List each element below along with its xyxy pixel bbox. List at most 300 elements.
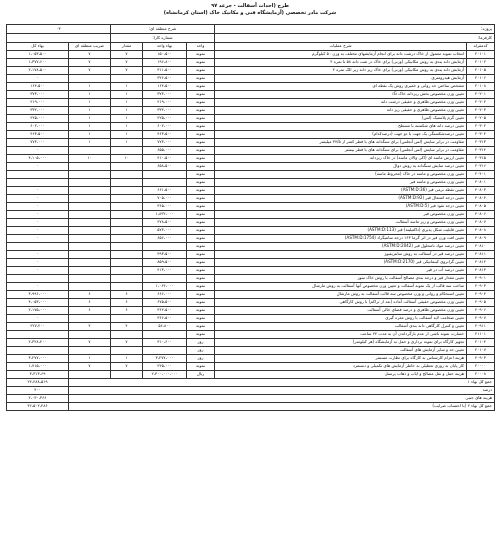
row-description: تعیین درجه نفوذ قیر (ASTM:D:5) — [215, 203, 467, 211]
table-cell — [111, 315, 143, 323]
table-row — [7, 347, 495, 355]
row-description: تعیین درصد مواد نامحلول قیر (ASTM:D:2042) — [215, 243, 467, 251]
row-description: مقاومت در برابر سایش (لس آنجلس) برای سنگدانه های با قطر بیشتر — [215, 147, 467, 155]
table-cell: روز — [187, 355, 215, 363]
table-cell: ۱،۰۶۴،۰۰۰ — [143, 283, 187, 291]
row-description: تعیین وزن مخصوص قیر — [215, 211, 467, 219]
table-row — [7, 67, 495, 75]
row-description: تعیین نقطه نرمی قیر (ASTM:D:36) — [215, 187, 467, 195]
table-cell: ۰ — [7, 75, 69, 83]
table-cell: نمونه — [187, 115, 215, 123]
table-cell: ۱ — [111, 131, 143, 139]
table-cell: ۵۷۳،۰۰۰ — [143, 227, 187, 235]
table-row — [7, 155, 495, 163]
table-cell: ۳۶۲،۵۰۰ — [143, 307, 187, 315]
table-row — [7, 235, 495, 243]
table-cell: ۷ — [111, 59, 143, 67]
table-cell — [111, 243, 143, 251]
row-description: تعیین وزن مخصوص و ریز ماسه آسفالت — [215, 219, 467, 227]
table-cell — [7, 347, 69, 355]
price-table — [6, 24, 495, 411]
table-cell: ۲۰۸۰۳ — [467, 187, 495, 195]
table-cell — [69, 163, 111, 171]
summary-row — [7, 395, 495, 403]
table-cell: نمونه — [187, 107, 215, 115]
table-cell: ۲۰۸۱۲ — [467, 259, 495, 267]
table-cell: ۶ — [69, 307, 111, 315]
table-cell: ۳۳۲،۰۰۰ — [143, 107, 187, 115]
table-cell: ۲۰۱۰۱ — [467, 51, 495, 59]
table-row — [7, 227, 495, 235]
summary-value: ۲۴،۲۸۸،۵۱۹ — [7, 379, 69, 387]
summary-value: ۳۶،۵۰۲،۴۸۶ — [7, 403, 69, 411]
table-cell: نمونه — [187, 243, 215, 251]
table-cell: نمونه — [187, 131, 215, 139]
table-cell — [7, 171, 69, 179]
row-description: تعیین درصد قیر در آسفالت به روش سانتریفیوژ — [215, 251, 467, 259]
table-cell — [69, 275, 111, 283]
table-cell: نمونه — [187, 275, 215, 283]
table-cell: ۲۰۹۰۳ — [467, 283, 495, 291]
table-row — [7, 131, 495, 139]
table-cell: ۲۰۹۱۱ — [467, 323, 495, 331]
table-cell: ۱ — [69, 123, 111, 131]
table-cell: ۲۰۸۱۳ — [467, 267, 495, 275]
table-cell: ۱ — [111, 139, 143, 147]
table-row — [7, 83, 495, 91]
row-description: تعیین وزن مخصوص ظاهری و حقیقی ریز دانه — [215, 107, 467, 115]
table-cell: ۴،۰۵۳،۰۰۰ — [7, 299, 69, 307]
table-cell — [69, 227, 111, 235]
table-cell: ۴ — [111, 323, 143, 331]
row-description: تعیین وزن مخصوص و ماسه در خاک (مخروط ماسه) — [215, 171, 467, 179]
table-cell: نمونه — [187, 187, 215, 195]
table-cell: ۰ — [7, 259, 69, 267]
table-cell: ۲۷۸،۵۰۰ — [143, 219, 187, 227]
table-cell: ۷ — [69, 363, 111, 371]
table-cell: ۳،۹۹۶،۰۰۰ — [7, 291, 69, 299]
table-cell: ۲۰۸۰۱ — [467, 179, 495, 187]
table-row — [7, 339, 495, 347]
table-cell — [69, 187, 111, 195]
table-cell: ۲۰۴۰۱ — [467, 171, 495, 179]
table-cell: نمونه — [187, 283, 215, 291]
table-cell: ۲۲۵،۰۰۰ — [7, 115, 69, 123]
table-cell: ۳۶۵،۰۰۰ — [143, 203, 187, 211]
table-cell — [111, 371, 143, 379]
table-row — [7, 251, 495, 259]
table-cell: نمونه — [187, 75, 215, 83]
table-cell: ۶ — [111, 291, 143, 299]
table-cell: نمونه — [187, 299, 215, 307]
table-cell: ۷ — [69, 67, 111, 75]
table-cell — [111, 211, 143, 219]
table-cell: ۱ — [111, 107, 143, 115]
table-cell: ۲۰۳۱۵ — [467, 155, 495, 163]
row-description: مقاومت در برابر سایش (لس آنجلس) برای سنگدانه های با قطر کمتر از ۳۷/۵ میلیمتر — [215, 139, 467, 147]
table-cell: نمونه — [187, 99, 215, 107]
row-description: تعیین گرانروی کینماتیکی قیر (ASTM:D:2170) — [215, 259, 467, 267]
table-row — [7, 75, 495, 83]
table-row — [7, 355, 495, 363]
table-cell: ۱ — [69, 355, 111, 363]
table-cell: ۱،۳۷۷،۶۰۰ — [7, 59, 69, 67]
table-cell — [69, 283, 111, 291]
row-description: تعیین وزن مخصوص بخش ریزدانه خاک G٪ — [215, 91, 467, 99]
table-cell — [69, 211, 111, 219]
table-cell: ۲۰۸۰۹ — [467, 235, 495, 243]
table-cell: ۶۶۶،۰۰۰ — [143, 291, 187, 299]
row-description: تعیین و کنترل کارگاهی دانه بندی آسفالت — [215, 323, 467, 331]
table-cell — [111, 251, 143, 259]
table-cell: نمونه — [187, 139, 215, 147]
table-cell — [69, 371, 111, 379]
table-cell — [69, 195, 111, 203]
table-cell — [111, 187, 143, 195]
table-cell: ۱ — [69, 91, 111, 99]
row-description: تعیین استحکام و روانی و وزن مخصوص سه قالب آسفالت به روش مارشال — [215, 291, 467, 299]
table-cell: ۲۱۹،۰۰۰ — [7, 99, 69, 107]
table-cell — [69, 171, 111, 179]
table-row — [7, 267, 495, 275]
table-cell: ۳۷۳،۰۰۰ — [7, 91, 69, 99]
table-cell: ۱ — [111, 99, 143, 107]
table-row — [7, 195, 495, 203]
row-description: تعیین وزن مخصوص حقیقی آسفالت آماده (بعد از تراکم) با روش کارگاهی — [215, 299, 467, 307]
table-cell: ۰ — [7, 315, 69, 323]
table-cell: ۴ — [69, 323, 111, 331]
document-title: طرح (احداث آسفالت - جرعد ۹۷ — [211, 3, 289, 9]
table-cell: ۱۰ — [111, 155, 143, 163]
row-description: تعیین ضخامت لایه آسفالت با روش مغزه گیری — [215, 315, 467, 323]
table-cell — [111, 203, 143, 211]
table-cell: ۶ — [69, 299, 111, 307]
table-cell: ۲۰۱۰۶ — [467, 75, 495, 83]
row-description: تعیین درصد آب در قیر — [215, 267, 467, 275]
table-cell — [7, 275, 69, 283]
summary-label: هزینه های جنبی — [69, 395, 495, 403]
table-cell: ۲۰۰۰۰ — [467, 363, 495, 371]
number-value — [7, 34, 111, 43]
table-cell: ۴۹۳،۵۰۰ — [143, 251, 187, 259]
table-cell: ۱۵۰،۵۰۰ — [143, 51, 187, 59]
row-description: تعیین درصد سایش سنگدانه به روش دوال — [215, 163, 467, 171]
row-description: مشخص ساختن حد روانی و خمیری روش یک نقطه ای — [215, 83, 467, 91]
table-cell: ۲۰۲۰۱ — [467, 91, 495, 99]
table-cell: نمونه — [187, 179, 215, 187]
table-cell: ۲،۱۷۵،۰۰۰ — [7, 307, 69, 315]
table-cell: نمونه — [187, 91, 215, 99]
table-cell: ۲۰۹۰۷ — [467, 315, 495, 323]
table-cell: ۵۶،۸۰۰ — [143, 323, 187, 331]
table-row — [7, 139, 495, 147]
column-header: کدمقرله — [467, 43, 495, 51]
table-cell: ۲۰۱۰۸ — [467, 83, 495, 91]
contract-label: شرح منطقه ای: — [111, 25, 215, 34]
table-cell: ۱ — [111, 91, 143, 99]
table-cell: ۲۲۷،۲۰۰ — [7, 323, 69, 331]
table-cell — [69, 75, 111, 83]
row-description: تعیین درصد دانه های شکسته با مسطح — [215, 123, 467, 131]
table-cell: ۶۶۱،۵۰۰ — [143, 187, 187, 195]
table-cell: ۳۱۱،۵۰۰ — [143, 67, 187, 75]
table-cell: نمونه — [187, 211, 215, 219]
table-cell: ۷ — [69, 59, 111, 67]
table-cell: ۴۶۳،۵۰۰ — [7, 131, 69, 139]
table-cell: ۴،۱۰۵،۰۰۰ — [7, 155, 69, 163]
table-cell: ۱،۷۱۵،۰۰۰ — [7, 363, 69, 371]
table-cell: ۲۰۱۰۲ — [467, 59, 495, 67]
table-cell: ۳،۳۱۳،۶۹ — [7, 371, 69, 379]
table-cell: ۲۲۵،۰۰۰ — [143, 115, 187, 123]
table-cell — [69, 243, 111, 251]
table-cell: نمونه — [187, 363, 215, 371]
table-cell: ۲۰۹۰۱ — [467, 275, 495, 283]
column-header: ضریب منطقه ای — [69, 43, 111, 51]
table-row — [7, 291, 495, 299]
summary-row — [7, 387, 495, 395]
table-cell: ۰ — [7, 163, 69, 171]
table-cell: ۲۰۳۱۳ — [467, 139, 495, 147]
row-description: تعیین گرم پلاستیک (لس) — [215, 115, 467, 123]
table-cell: ۲۰۸۱۱ — [467, 251, 495, 259]
summary-value: ۲،۰۳۰،۳۶۶ — [7, 395, 69, 403]
row-description: تعیین درصدشکستگی یک جهت یا دو جهت (درصدکدام) — [215, 131, 467, 139]
table-row — [7, 315, 495, 323]
table-cell: ۶ — [111, 307, 143, 315]
table-cell: ۷۰۵،۰۰۰ — [143, 195, 187, 203]
table-cell: نمونه — [187, 291, 215, 299]
table-cell: ۲۰۱۰۵ — [467, 67, 495, 75]
table-cell: ۲۰۳۱۶ — [467, 163, 495, 171]
table-cell: نمونه — [187, 147, 215, 155]
table-cell: ۲۰۳۱۴ — [467, 147, 495, 155]
table-cell: روز — [187, 339, 215, 347]
table-cell: ۳،۲۷۷،۰۰۰ — [7, 355, 69, 363]
table-cell: ۲،۳۰۰،۰۰۰،۰۰۰ — [143, 371, 187, 379]
table-cell — [69, 251, 111, 259]
table-row — [7, 363, 495, 371]
table-row — [7, 51, 495, 59]
summary-label: جمع کل بهاء ۲ (با احتساب ضرایب) — [69, 403, 495, 411]
table-cell: ۳،۲۷۷،۰۰۰ — [143, 355, 187, 363]
table-cell — [111, 331, 143, 339]
table-cell: ۷۷۳،۰۰۰ — [143, 139, 187, 147]
table-cell: نمونه — [187, 67, 215, 75]
table-cell — [69, 331, 111, 339]
table-cell: ۰ — [7, 187, 69, 195]
table-cell: ۶۰۲،۰۰۰ — [143, 123, 187, 131]
table-cell: ۴۱۳،۰۰۰ — [143, 267, 187, 275]
table-cell: ۲۰۲۰۳ — [467, 107, 495, 115]
table-cell: نمونه — [187, 203, 215, 211]
row-description: تعیین مقدار قیر و درجه بندی مصالح آسفالت با روش خاک سوز — [215, 275, 467, 283]
table-cell: ۷ — [111, 67, 143, 75]
table-row — [7, 203, 495, 211]
document-subtitle: شرکت مادر تخصصی (آزمایشگاه فنی و مکانیک خاک (استان کرمانشاه) — [163, 10, 337, 16]
table-cell — [111, 179, 143, 187]
table-cell — [7, 331, 69, 339]
table-cell: نمونه — [187, 235, 215, 243]
table-cell — [111, 259, 143, 267]
table-row — [7, 331, 495, 339]
row-description: تعیین ارزش ماسه ای (اکی والان ماسه) در خاک ریزدانه — [215, 155, 467, 163]
table-cell — [111, 283, 143, 291]
table-cell: نمونه — [187, 59, 215, 67]
row-description: آزمایش هیدرومتری — [215, 75, 467, 83]
project-label: پروژه: — [215, 25, 495, 34]
table-cell — [69, 203, 111, 211]
table-cell: ۶۵۶،۰۰۰ — [143, 235, 187, 243]
table-cell: ۱ — [69, 139, 111, 147]
table-row — [7, 179, 495, 187]
table-cell: ۸۵۹،۵۰۰ — [143, 259, 187, 267]
summary-value: ۴۰۰ — [7, 387, 69, 395]
table-cell: ۲۰۳۰۴ — [467, 131, 495, 139]
row-description: تعیین وزن مخصوص ظاهری و حقیقی درشت دانه — [215, 99, 467, 107]
table-cell: ۱۶۴،۵۰۰ — [143, 83, 187, 91]
table-cell: نمونه — [187, 155, 215, 163]
contract-value: ۰۳ — [7, 25, 111, 34]
row-description: تعیین درجه اشتعال قیر (ASTM:D:92) — [215, 195, 467, 203]
table-cell: ۱ — [111, 115, 143, 123]
table-cell: ۲۰۲۰۲ — [467, 99, 495, 107]
table-row — [7, 147, 495, 155]
table-cell — [143, 347, 187, 355]
table-cell: ۷ — [69, 51, 111, 59]
table-cell: ۲،۳۲۸،۲۰۰ — [7, 339, 69, 347]
table-cell: نمونه — [187, 83, 215, 91]
table-row — [7, 59, 495, 67]
table-cell — [111, 275, 143, 283]
table-cell: ۳۱۰،۶۰۰ — [143, 339, 187, 347]
table-cell: ۲۰۱۰۷ — [467, 347, 495, 355]
table-cell: ۱ — [69, 107, 111, 115]
table-cell: ۲۰۸۰۷ — [467, 219, 495, 227]
table-cell: نمونه — [187, 123, 215, 131]
table-cell: ۴۶۳،۵۰۰ — [143, 131, 187, 139]
table-cell: ۱ — [69, 83, 111, 91]
column-header: بهاء واحد — [143, 43, 187, 51]
column-header: مقدار — [111, 43, 143, 51]
table-cell: ۷۷۳،۰۰۰ — [7, 139, 69, 147]
table-cell: نمونه — [187, 315, 215, 323]
table-cell: ۱ — [69, 115, 111, 123]
table-cell: ۱،۸۳۲،۰۰۰ — [143, 211, 187, 219]
table-cell: ۲۰۲۰۵ — [467, 115, 495, 123]
table-cell: ۱۹۶،۸۰۰ — [143, 59, 187, 67]
table-cell — [143, 179, 187, 187]
info-row-1 — [7, 25, 495, 34]
row-description: تعیین وزن مخصوص ظاهری و درصد فضای خالی آسفالت — [215, 307, 467, 315]
column-header: شرح عملیات — [215, 43, 467, 51]
table-cell: نمونه — [187, 323, 215, 331]
table-cell — [143, 275, 187, 283]
table-cell: نمونه — [187, 251, 215, 259]
summary-label: جمع کل بهاء ۱ — [69, 379, 495, 387]
table-cell — [69, 147, 111, 155]
row-description: تعیین افت وزن قیر در اثر گرما ۱۶۳ درجه سانتیگراد (ASTM:D:1754) — [215, 235, 467, 243]
table-cell: ۷ — [69, 339, 111, 347]
row-description: تجهیز کارگاه برای نمونه برداری و حمل به آزمایشگاه (هر کیلومتر) — [215, 339, 467, 347]
table-cell: ۱ — [69, 99, 111, 107]
table-cell: ۲۰۸۰۴ — [467, 195, 495, 203]
table-cell: ۱ — [69, 131, 111, 139]
info-row-2 — [7, 34, 495, 43]
table-cell: نمونه — [187, 171, 215, 179]
table-row — [7, 323, 495, 331]
row-description: هزینه اعزام کارشناس به کارگاه برای نظارت مستمر — [215, 355, 467, 363]
table-cell: نمونه — [187, 51, 215, 59]
table-row — [7, 107, 495, 115]
table-cell: ۱ — [111, 355, 143, 363]
table-cell: ۲۰۰۰۸ — [467, 371, 495, 379]
row-description: خسارت نمونه ناشی از عدم بازگرداندن آن به مدت ۲۴ ساعت — [215, 331, 467, 339]
table-cell: ۲۴۵،۰۰۰ — [143, 363, 187, 371]
table-row — [7, 171, 495, 179]
table-cell — [111, 267, 143, 275]
table-cell — [111, 219, 143, 227]
table-cell: ۷ — [111, 339, 143, 347]
table-cell: ۱ — [111, 123, 143, 131]
table-row — [7, 371, 495, 379]
table-cell: ۱ — [111, 83, 143, 91]
summary-row — [7, 379, 495, 387]
row-description: تعیین وزن مخصوص و ماسه فیر — [215, 179, 467, 187]
table-row — [7, 187, 495, 195]
table-cell: ۲۰۹۰۵ — [467, 299, 495, 307]
table-cell: ۲۰۸۱۰ — [467, 243, 495, 251]
table-cell: ۰ — [7, 203, 69, 211]
table-cell — [143, 171, 187, 179]
table-cell: ۲۱۱۰۱ — [467, 331, 495, 339]
table-cell — [111, 235, 143, 243]
table-cell: ۲۰۳۰۲ — [467, 123, 495, 131]
table-cell — [69, 259, 111, 267]
table-cell — [143, 243, 187, 251]
table-cell: ۷ — [111, 363, 143, 371]
table-cell: ۰ — [7, 251, 69, 259]
table-cell: ۱،۰۵۳،۵۰۰ — [7, 51, 69, 59]
table-cell: ۲۰۹۰۴ — [467, 291, 495, 299]
table-cell — [69, 179, 111, 187]
table-cell — [111, 195, 143, 203]
table-cell: ۱۶۴،۵۰۰ — [7, 83, 69, 91]
table-cell: ۷ — [111, 51, 143, 59]
number-label: شماره کارا: — [111, 34, 215, 43]
row-description: کار پایان به روزی تعطیلی به خاطر آزمایش های تکمیلی و دستمزد — [215, 363, 467, 371]
table-cell: ۰ — [7, 227, 69, 235]
summary-row — [7, 403, 495, 411]
table-cell: نمونه — [187, 195, 215, 203]
table-cell — [143, 331, 187, 339]
table-cell: ۲،۱۷۸،۵۰۰ — [7, 67, 69, 75]
table-row — [7, 99, 495, 107]
table-row — [7, 163, 495, 171]
row-description: تعیین قابلیت شکل پذیری (داکتیلیته) قیر (ASTM:D:113) — [215, 227, 467, 235]
table-cell: روز — [187, 347, 215, 355]
table-cell: نمونه — [187, 219, 215, 227]
header-row — [7, 43, 495, 51]
table-row — [7, 219, 495, 227]
table-cell — [111, 163, 143, 171]
table-cell: نمونه — [187, 227, 215, 235]
row-description: آزمایش دانه بندی به روش مکانیکی (وزنی) برای خاک ریز دانه زیر الک نمره ۴ — [215, 67, 467, 75]
table-cell — [7, 243, 69, 251]
row-description: تعیین حد و سایر آزمایش های آسفالت — [215, 347, 467, 355]
column-header: بهاء کل — [7, 43, 69, 51]
column-header: واحد — [187, 43, 215, 51]
